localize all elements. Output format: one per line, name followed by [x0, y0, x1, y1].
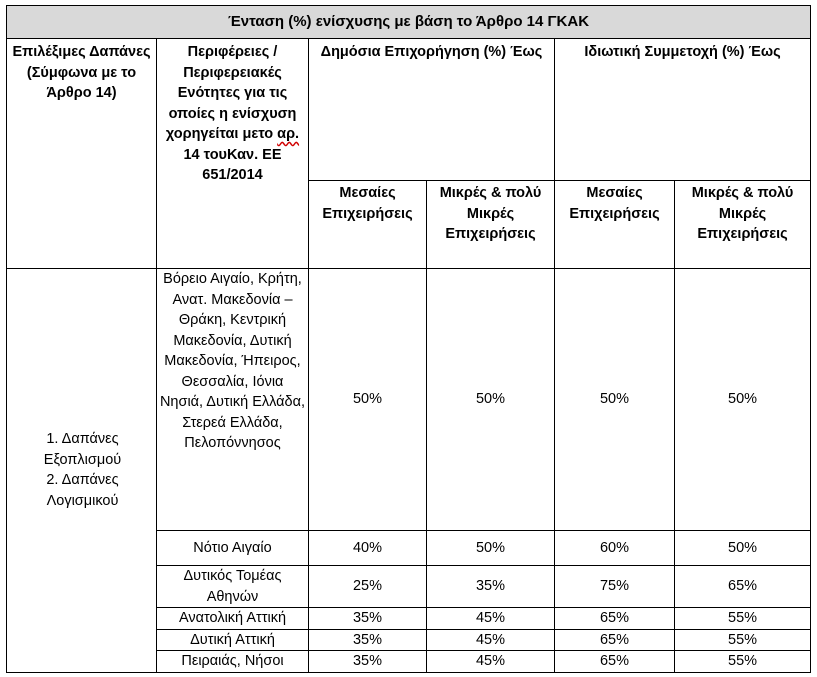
- expense-categories: [7, 269, 157, 673]
- header-public-subsidy: Δημόσια Επιχορήγηση (%) Έως: [309, 39, 555, 181]
- value-cell: 35%: [309, 629, 427, 651]
- value-cell: 50%: [675, 269, 811, 531]
- region-cell: Ανατολική Αττική: [157, 608, 309, 630]
- value-cell: 45%: [427, 651, 555, 673]
- value-cell: 45%: [427, 608, 555, 630]
- expense-category-2: 2. Δαπάνες Λογισμικού: [46, 472, 119, 509]
- header-private-contribution: Ιδιωτική Συμμετοχή (%) Έως: [555, 39, 811, 181]
- value-cell: 65%: [555, 651, 675, 673]
- value-cell: 60%: [555, 531, 675, 566]
- header-public-small: Μικρές & πολύ Μικρές Επιχειρήσεις: [427, 181, 555, 269]
- value-cell: 50%: [427, 531, 555, 566]
- value-cell: 75%: [555, 566, 675, 608]
- header-regions-text-2: αρ.: [277, 126, 300, 142]
- value-cell: 35%: [309, 651, 427, 673]
- header-regions-text-3: 14 τουΚαν. ΕΕ 651/2014: [183, 146, 282, 183]
- value-cell: 55%: [675, 651, 811, 673]
- region-cell: Πειραιάς, Νήσοι: [157, 651, 309, 673]
- value-cell: 65%: [555, 608, 675, 630]
- value-cell: 50%: [555, 269, 675, 531]
- value-cell: 40%: [309, 531, 427, 566]
- value-cell: 55%: [675, 608, 811, 630]
- expense-category-1: 1. Δαπάνες Εξοπλισμού: [43, 431, 122, 468]
- value-cell: 45%: [427, 629, 555, 651]
- region-cell: Δυτική Αττική: [157, 629, 309, 651]
- aid-intensity-table: [6, 5, 811, 673]
- header-regions: [157, 39, 309, 269]
- value-cell: 65%: [555, 629, 675, 651]
- value-cell: 50%: [427, 269, 555, 531]
- table-row: [7, 269, 811, 531]
- value-cell: 50%: [675, 531, 811, 566]
- header-private-medium: Μεσαίες Επιχειρήσεις: [555, 181, 675, 269]
- table-title: Ένταση (%) ενίσχυσης με βάση το Άρθρο 14 ΓΚΑΚ: [7, 6, 811, 39]
- value-cell: 25%: [309, 566, 427, 608]
- header-public-medium: Μεσαίες Επιχειρήσεις: [309, 181, 427, 269]
- header-private-small: Μικρές & πολύ Μικρές Επιχειρήσεις: [675, 181, 811, 269]
- value-cell: 50%: [309, 269, 427, 531]
- value-cell: 35%: [309, 608, 427, 630]
- region-cell: Νότιο Αιγαίο: [157, 531, 309, 566]
- region-cell: Δυτικός Τομέας Αθηνών: [157, 566, 309, 608]
- header-regions-text-1: Περιφέρειες / Περιφερειακές Ενότητες για τις οποίες η ενίσχυση χορηγείται μετο: [165, 44, 297, 142]
- value-cell: 55%: [675, 629, 811, 651]
- value-cell: 35%: [427, 566, 555, 608]
- header-eligible-expenses: Επιλέξιμες Δαπάνες (Σύμφωνα με το Άρθρο 14): [7, 39, 157, 269]
- value-cell: 65%: [675, 566, 811, 608]
- region-cell: Βόρειο Αιγαίο, Κρήτη, Ανατ. Μακεδονία – Θράκη, Κεντρική Μακεδονία, Δυτική Μακεδονία, Ήπειρος, Θεσσαλία, Ιόνια Νησιά, Δυτική Ελλάδα, Στερεά Ελλάδα, Πελοπόννησος: [157, 269, 309, 531]
